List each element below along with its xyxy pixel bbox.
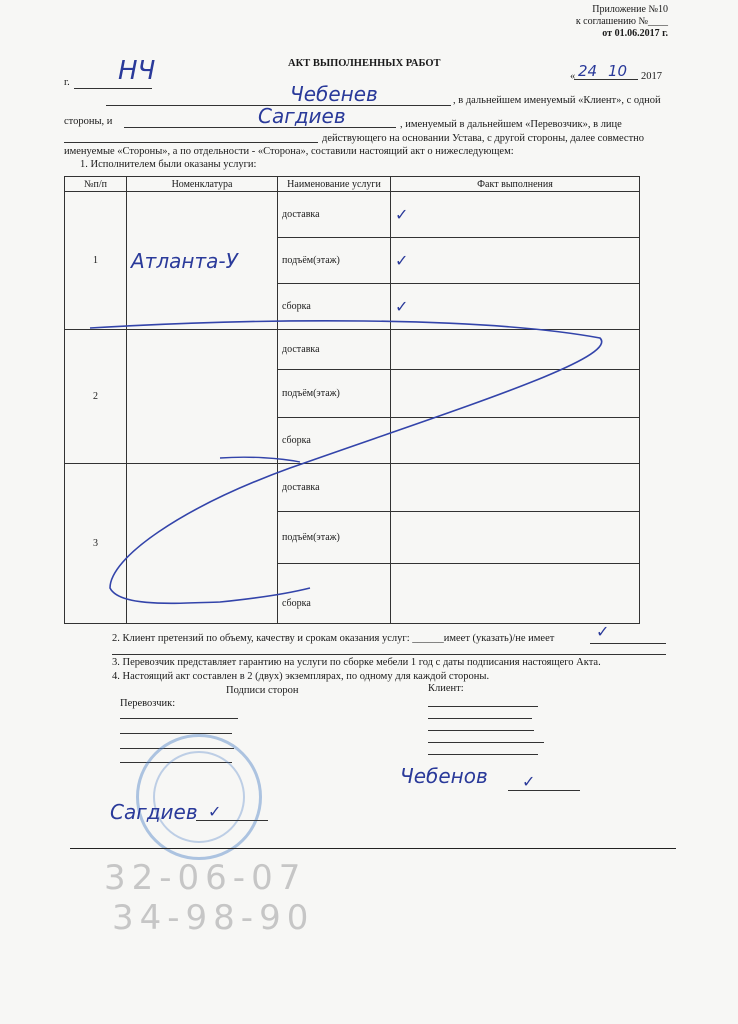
header-num: №п/п [65, 177, 127, 192]
client-sign-check: ✓ [522, 772, 536, 791]
header-fact: Факт выполнения [391, 177, 640, 192]
service-name: сборка [278, 418, 391, 464]
sides-and: стороны, и [64, 116, 113, 127]
nomenclature-handwritten: Атланта-У [127, 192, 278, 330]
signatures-heading: Подписи сторон [226, 685, 299, 696]
agreement-number: к соглашению №____ [575, 16, 668, 27]
service-name: доставка [278, 330, 391, 370]
date-year: 2017 [641, 71, 662, 82]
clause-2-check: ✓ [596, 622, 610, 641]
table-header-row [65, 177, 640, 192]
date-month: 10 [608, 62, 628, 80]
fact-check: ✓ [391, 238, 640, 284]
seal-stamp [136, 734, 262, 860]
client-signature: Чебенов [400, 764, 488, 788]
carrier-name-handwritten: Сагдиев [258, 104, 346, 128]
date-day: 24 [578, 62, 598, 80]
service-name: сборка [278, 284, 391, 330]
strike-scribble [60, 318, 650, 618]
client-label: Клиент: [428, 683, 464, 694]
carrier-sign-check: ✓ [208, 802, 222, 821]
item-1: 1. Исполнителем были оказаны услуги: [80, 159, 257, 170]
document-title: АКТ ВЫПОЛНЕННЫХ РАБОТ [288, 58, 441, 69]
fact-check: ✓ [391, 284, 640, 330]
clause-4: 4. Настоящий акт составлен в 2 (двух) экземплярах, по одному для каждой стороны. [112, 671, 490, 682]
appendix-number: Приложение №10 [592, 4, 668, 15]
city-prefix: г. [64, 77, 70, 88]
carrier-signature: Сагдиев [110, 800, 198, 824]
header-service: Наименование услуги [278, 177, 391, 192]
carrier-clause: , именуемый в дальнейшем «Перевозчик», в лице [400, 119, 622, 130]
appendix-header [576, 4, 668, 40]
service-name: подъём(этаж) [278, 238, 391, 284]
city-handwritten: НЧ [118, 56, 156, 86]
clause-2: 2. Клиент претензий по объему, качеству и срокам оказания услуг: ______имеет (указать)/не имеет [112, 633, 555, 644]
clause-3: 3. Перевозчик представляет гарантию на услуги по сборке мебели 1 год с даты подписания настоящего Акта. [112, 657, 601, 668]
service-name: доставка [278, 192, 391, 238]
named-clause: именуемые «Стороны», а по отдельности - «Сторона», составили настоящий акт о нижеследующем: [64, 146, 514, 157]
row-number: 1 [65, 192, 127, 330]
agreement-date: от 01.06.2017 г. [602, 28, 668, 39]
row-number: 3 [65, 464, 127, 624]
service-name: подъём(этаж) [278, 370, 391, 418]
fact-check: ✓ [391, 192, 640, 238]
service-name: подъём(этаж) [278, 512, 391, 564]
service-name: сборка [278, 564, 391, 624]
faint-number-2: 34-98-90 [112, 898, 315, 938]
faint-number-1: 32-06-07 [104, 858, 307, 898]
carrier-label: Перевозчик: [120, 698, 176, 709]
service-name: доставка [278, 464, 391, 512]
acting-clause: действующего на основании Устава, с другой стороны, далее совместно [322, 133, 645, 144]
table-row [65, 192, 640, 238]
client-clause: , в дальнейшем именуемый «Клиент», с одной [453, 95, 661, 106]
header-nomenclature: Номенклатура [127, 177, 278, 192]
row-number: 2 [65, 330, 127, 464]
client-name-handwritten: Чебенев [290, 82, 378, 106]
date-open-quote: « [570, 71, 576, 82]
